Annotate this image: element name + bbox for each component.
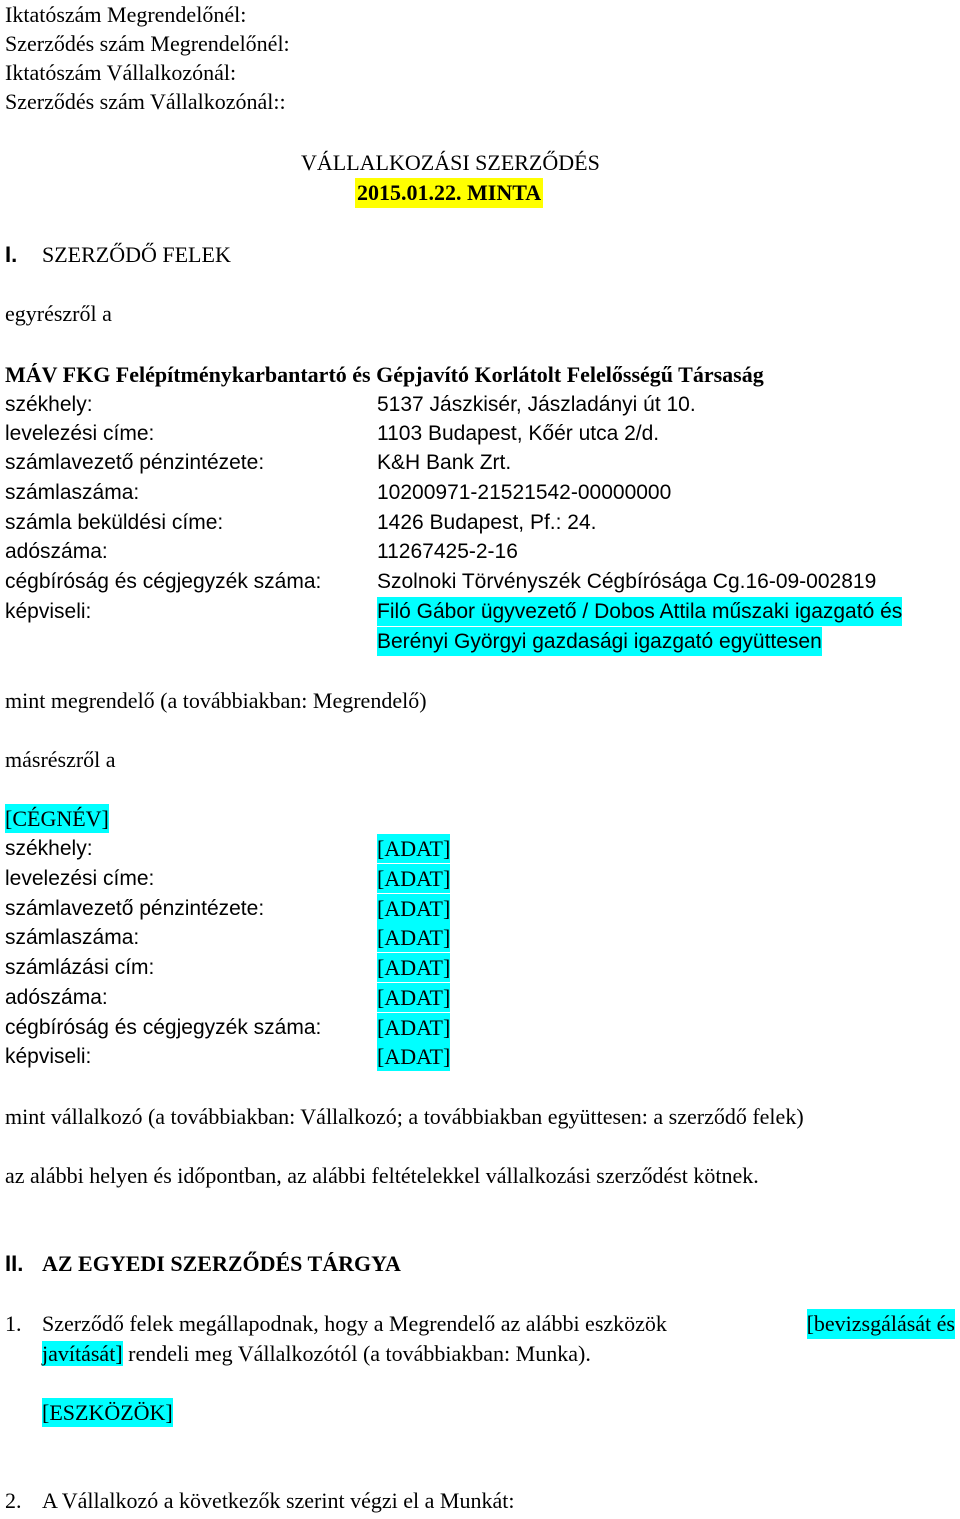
company-2-value: [ADAT]: [377, 836, 451, 861]
company-1-label: számlavezető pénzintézete:: [5, 451, 265, 474]
company-1-value: K&H Bank Zrt.: [377, 451, 512, 474]
section-1-number: I.: [5, 242, 18, 267]
company-2-value: [ADAT]: [377, 896, 451, 921]
item-1-highlight-a: [bevizsgálását és: [807, 1309, 955, 1339]
company-2-label: adószáma:: [5, 986, 108, 1009]
item-2-number: 2.: [5, 1488, 22, 1513]
company-2-label: számlaszáma:: [5, 926, 140, 949]
role-1: mint megrendelő (a továbbiakban: Megrendelő): [5, 688, 427, 713]
item-2-text: A Vállalkozó a következők szerint végzi el a Munkát:: [42, 1488, 515, 1513]
document-subtitle: 2015.01.22. MINTA: [355, 178, 543, 208]
company-2-label: számlázási cím:: [5, 956, 155, 979]
document-title: VÁLLALKOZÁSI SZERZŐDÉS: [301, 150, 600, 175]
company-1-value: 11267425-2-16: [377, 540, 518, 563]
company-2-value: [ADAT]: [377, 1015, 451, 1040]
company-1-label: adószáma:: [5, 540, 108, 563]
company-2-value: [ADAT]: [377, 955, 451, 980]
section-2-title: AZ EGYEDI SZERZŐDÉS TÁRGYA: [42, 1251, 401, 1276]
company-2-label: számlavezető pénzintézete:: [5, 897, 265, 920]
section-1-heading: [5, 240, 231, 270]
company-1-rep-line-2: Berényi Györgyi gazdasági igazgató együttesen: [377, 627, 822, 656]
company-2-label: cégbíróság és cégjegyzék száma:: [5, 1016, 322, 1039]
section-2-heading: [5, 1249, 401, 1279]
closing-sentence: az alábbi helyen és időpontban, az alábbi feltételekkel vállalkozási szerződést kötnek.: [5, 1163, 759, 1188]
tools-placeholder: [ESZKÖZÖK]: [42, 1400, 173, 1425]
company-1-value: 5137 Jászkisér, Jászladányi út 10.: [377, 393, 696, 416]
company-1-name: MÁV FKG Felépítménykarbantartó és Gépjavító Korlátolt Felelősségű Társaság: [5, 362, 764, 387]
company-2-name: [CÉGNÉV]: [5, 806, 109, 831]
company-1-rep-label: képviseli:: [5, 600, 92, 623]
company-1-value: 1103 Budapest, Kőér utca 2/d.: [377, 422, 660, 445]
company-2-value: [ADAT]: [377, 866, 451, 891]
company-2-label: székhely:: [5, 837, 93, 860]
company-1-label: cégbíróság és cégjegyzék száma:: [5, 570, 322, 593]
item-1-text-b: rendeli meg Vállalkozótól (a továbbiakban: Munka).: [122, 1341, 591, 1366]
section-1-title: SZERZŐDŐ FELEK: [42, 242, 231, 267]
item-1-number: 1.: [5, 1311, 22, 1336]
company-1-label: számlaszáma:: [5, 481, 140, 504]
company-1-label: levelezési címe:: [5, 422, 155, 445]
party-intro-1: egyrészről a: [5, 301, 112, 326]
registry-line-1: Iktatószám Megrendelőnél:: [5, 2, 247, 27]
section-2-number: II.: [5, 1251, 24, 1276]
company-1-rep-line-1: Filó Gábor ügyvezető / Dobos Attila műszaki igazgató és: [377, 597, 902, 626]
registry-line-2: Szerződés szám Megrendelőnél:: [5, 31, 290, 56]
party-intro-2: másrészről a: [5, 747, 116, 772]
company-1-value: 10200971-21521542-00000000: [377, 481, 672, 504]
company-1-label: számla beküldési címe:: [5, 511, 224, 534]
company-2-value: [ADAT]: [377, 985, 451, 1010]
item-1-highlight-b: javítását]: [42, 1341, 123, 1366]
registry-line-3: Iktatószám Vállalkozónál:: [5, 60, 237, 85]
company-1-label: székhely:: [5, 393, 93, 416]
item-1-line-2: [42, 1339, 591, 1369]
company-2-label: képviseli:: [5, 1045, 92, 1068]
company-2-value: [ADAT]: [377, 1044, 451, 1069]
company-2-value: [ADAT]: [377, 925, 451, 950]
company-1-value: 1426 Budapest, Pf.: 24.: [377, 511, 597, 534]
company-2-label: levelezési címe:: [5, 867, 155, 890]
registry-line-4: Szerződés szám Vállalkozónál::: [5, 89, 286, 114]
role-2: mint vállalkozó (a továbbiakban: Vállalkozó; a továbbiakban együttesen: a szerződő felek): [5, 1104, 804, 1129]
company-1-value: Szolnoki Törvényszék Cégbírósága Cg.16-09-002819: [377, 570, 877, 593]
item-1-text-a: Szerződő felek megállapodnak, hogy a Megrendelő az alábbi eszközök: [42, 1311, 667, 1336]
item-1-line-1: [42, 1309, 955, 1339]
